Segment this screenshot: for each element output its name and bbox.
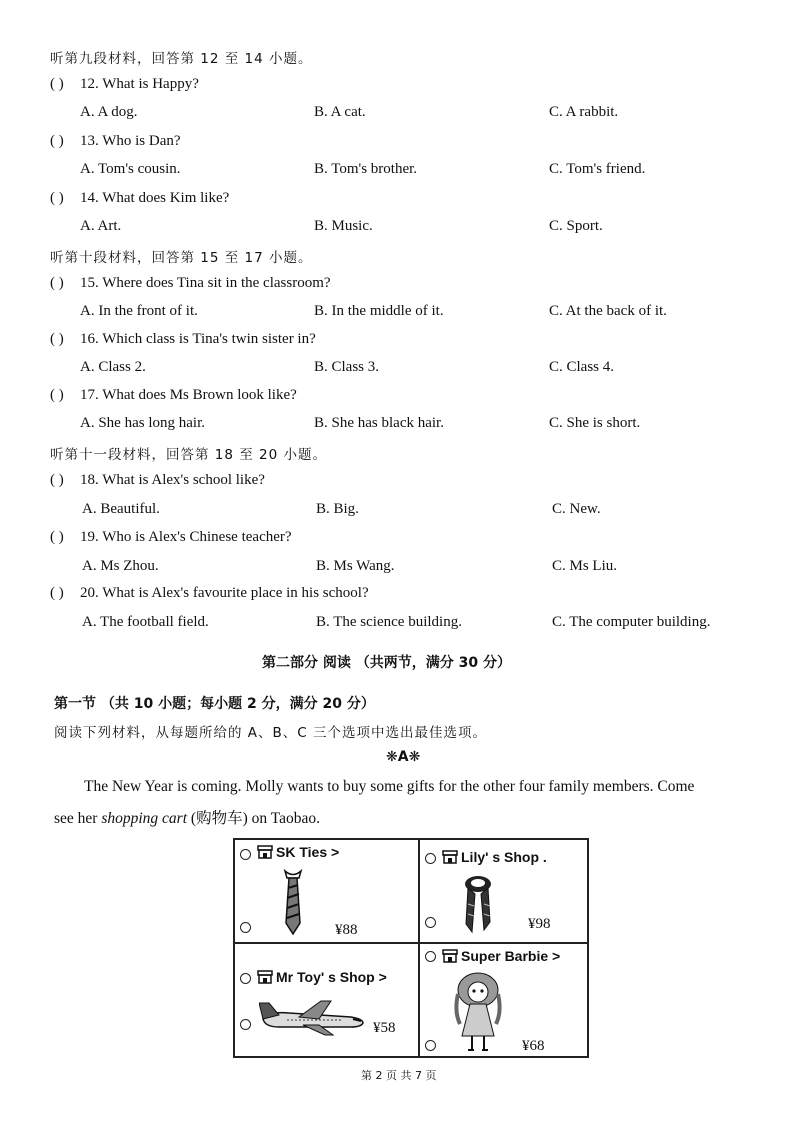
shop-name[interactable]	[442, 948, 560, 966]
question-stem	[50, 190, 229, 207]
passage-italic: shopping cart	[101, 810, 188, 827]
option-c: C. Tom's friend.	[549, 161, 646, 177]
section-heading: 听第十一段材料，回答第 18 至 20 小题。	[50, 447, 328, 463]
option-b: B. In the middle of it.	[314, 303, 444, 319]
shop-name-label: SK Ties >	[276, 844, 340, 860]
question-text: 13. Who is Dan?	[80, 133, 181, 149]
question-text: 12. What is Happy?	[80, 76, 199, 92]
option-a: A. The football field.	[82, 614, 209, 630]
airplane-image	[259, 997, 367, 1037]
item-radio[interactable]	[240, 1019, 251, 1030]
option-b: B. Big.	[316, 501, 359, 517]
shop-icon	[257, 845, 273, 862]
question-stem	[50, 133, 181, 150]
shop-name[interactable]	[442, 849, 547, 867]
shop-radio[interactable]	[240, 849, 251, 860]
option-a: A. She has long hair.	[80, 415, 205, 431]
answer-blank[interactable]: ( )	[50, 387, 64, 403]
item-price: ¥88	[335, 922, 358, 938]
option-b: B. The science building.	[316, 614, 462, 630]
page-number: 第 2 页 共 7 页	[361, 1069, 437, 1082]
doll-image	[450, 972, 506, 1056]
question-text: 15. Where does Tina sit in the classroom?	[80, 275, 331, 291]
answer-blank[interactable]: ( )	[50, 275, 64, 291]
instruction: 阅读下列材料，从每题所给的 A、B、C 三个选项中选出最佳选项。	[54, 725, 488, 741]
shop-radio[interactable]	[240, 973, 251, 984]
passage-line	[54, 806, 320, 828]
question-stem	[50, 331, 316, 348]
answer-blank[interactable]: ( )	[50, 76, 64, 92]
option-b: B. She has black hair.	[314, 415, 444, 431]
option-c: C. At the back of it.	[549, 303, 667, 319]
passage-label: ❋A❋	[386, 749, 421, 765]
passage-text: (购物车) on Taobao.	[187, 810, 320, 827]
cart-item	[420, 840, 589, 942]
option-a: A. A dog.	[80, 104, 138, 120]
question-stem	[50, 275, 331, 292]
section-title: 第一节 （共 10 小题；每小题 2 分，满分 20 分）	[54, 696, 375, 712]
shop-name-label: Mr Toy' s Shop >	[276, 969, 387, 985]
question-text: 17. What does Ms Brown look like?	[80, 387, 297, 403]
shop-name[interactable]	[257, 969, 387, 987]
shop-radio[interactable]	[425, 951, 436, 962]
option-c: C. The computer building.	[552, 614, 711, 630]
answer-blank[interactable]: ( )	[50, 472, 64, 488]
answer-blank[interactable]: ( )	[50, 133, 64, 149]
shop-name[interactable]	[257, 844, 339, 862]
answer-blank[interactable]: ( )	[50, 190, 64, 206]
section-heading: 听第九段材料，回答第 12 至 14 小题。	[50, 51, 313, 67]
cart-item	[235, 944, 418, 1058]
option-c: C. She is short.	[549, 415, 641, 431]
option-b: B. Class 3.	[314, 359, 380, 375]
question-text: 20. What is Alex's favourite place in his school?	[80, 585, 369, 601]
answer-blank[interactable]: ( )	[50, 585, 64, 601]
item-radio[interactable]	[425, 917, 436, 928]
part-title: 第二部分 阅读 （共两节，满分 30 分）	[262, 655, 511, 671]
option-c: C. Sport.	[549, 218, 603, 234]
option-b: B. Ms Wang.	[316, 558, 395, 574]
passage-line: The New Year is coming. Molly wants to buy some gifts for the other four family members. Come	[84, 778, 695, 795]
option-c: C. Ms Liu.	[552, 558, 618, 574]
shop-name-label: Super Barbie >	[461, 948, 561, 964]
item-radio[interactable]	[425, 1040, 436, 1051]
shop-radio[interactable]	[425, 853, 436, 864]
option-a: A. Art.	[80, 218, 122, 234]
question-stem	[50, 472, 265, 489]
option-b: B. Tom's brother.	[314, 161, 418, 177]
item-radio[interactable]	[240, 922, 251, 933]
shop-icon	[442, 850, 458, 867]
option-a: A. Class 2.	[80, 359, 146, 375]
section-heading: 听第十段材料，回答第 15 至 17 小题。	[50, 250, 313, 266]
option-c: C. A rabbit.	[549, 104, 619, 120]
question-stem	[50, 76, 199, 93]
question-text: 14. What does Kim like?	[80, 190, 230, 206]
item-price: ¥98	[528, 916, 551, 932]
option-a: A. Beautiful.	[82, 501, 160, 517]
scarf-image	[460, 874, 496, 936]
item-price: ¥68	[522, 1038, 545, 1054]
question-text: 19. Who is Alex's Chinese teacher?	[80, 529, 292, 545]
passage-text: see her	[54, 810, 102, 827]
answer-blank[interactable]: ( )	[50, 331, 64, 347]
cart-item	[420, 944, 589, 1058]
option-a: A. Ms Zhou.	[82, 558, 159, 574]
shop-name-label: Lily' s Shop .	[461, 849, 547, 865]
option-c: C. New.	[552, 501, 601, 517]
question-text: 18. What is Alex's school like?	[80, 472, 265, 488]
option-b: B. A cat.	[314, 104, 366, 120]
item-price: ¥58	[373, 1020, 396, 1036]
question-stem	[50, 529, 292, 546]
question-text: 16. Which class is Tina's twin sister in?	[80, 331, 316, 347]
shopping-cart-table	[233, 838, 589, 1058]
cart-item	[235, 840, 418, 942]
tie-image	[277, 868, 309, 938]
question-stem	[50, 585, 369, 602]
shop-icon	[442, 949, 458, 966]
option-b: B. Music.	[314, 218, 373, 234]
question-stem	[50, 387, 297, 404]
option-a: A. In the front of it.	[80, 303, 198, 319]
option-a: A. Tom's cousin.	[80, 161, 181, 177]
option-c: C. Class 4.	[549, 359, 615, 375]
answer-blank[interactable]: ( )	[50, 529, 64, 545]
shop-icon	[257, 970, 273, 987]
